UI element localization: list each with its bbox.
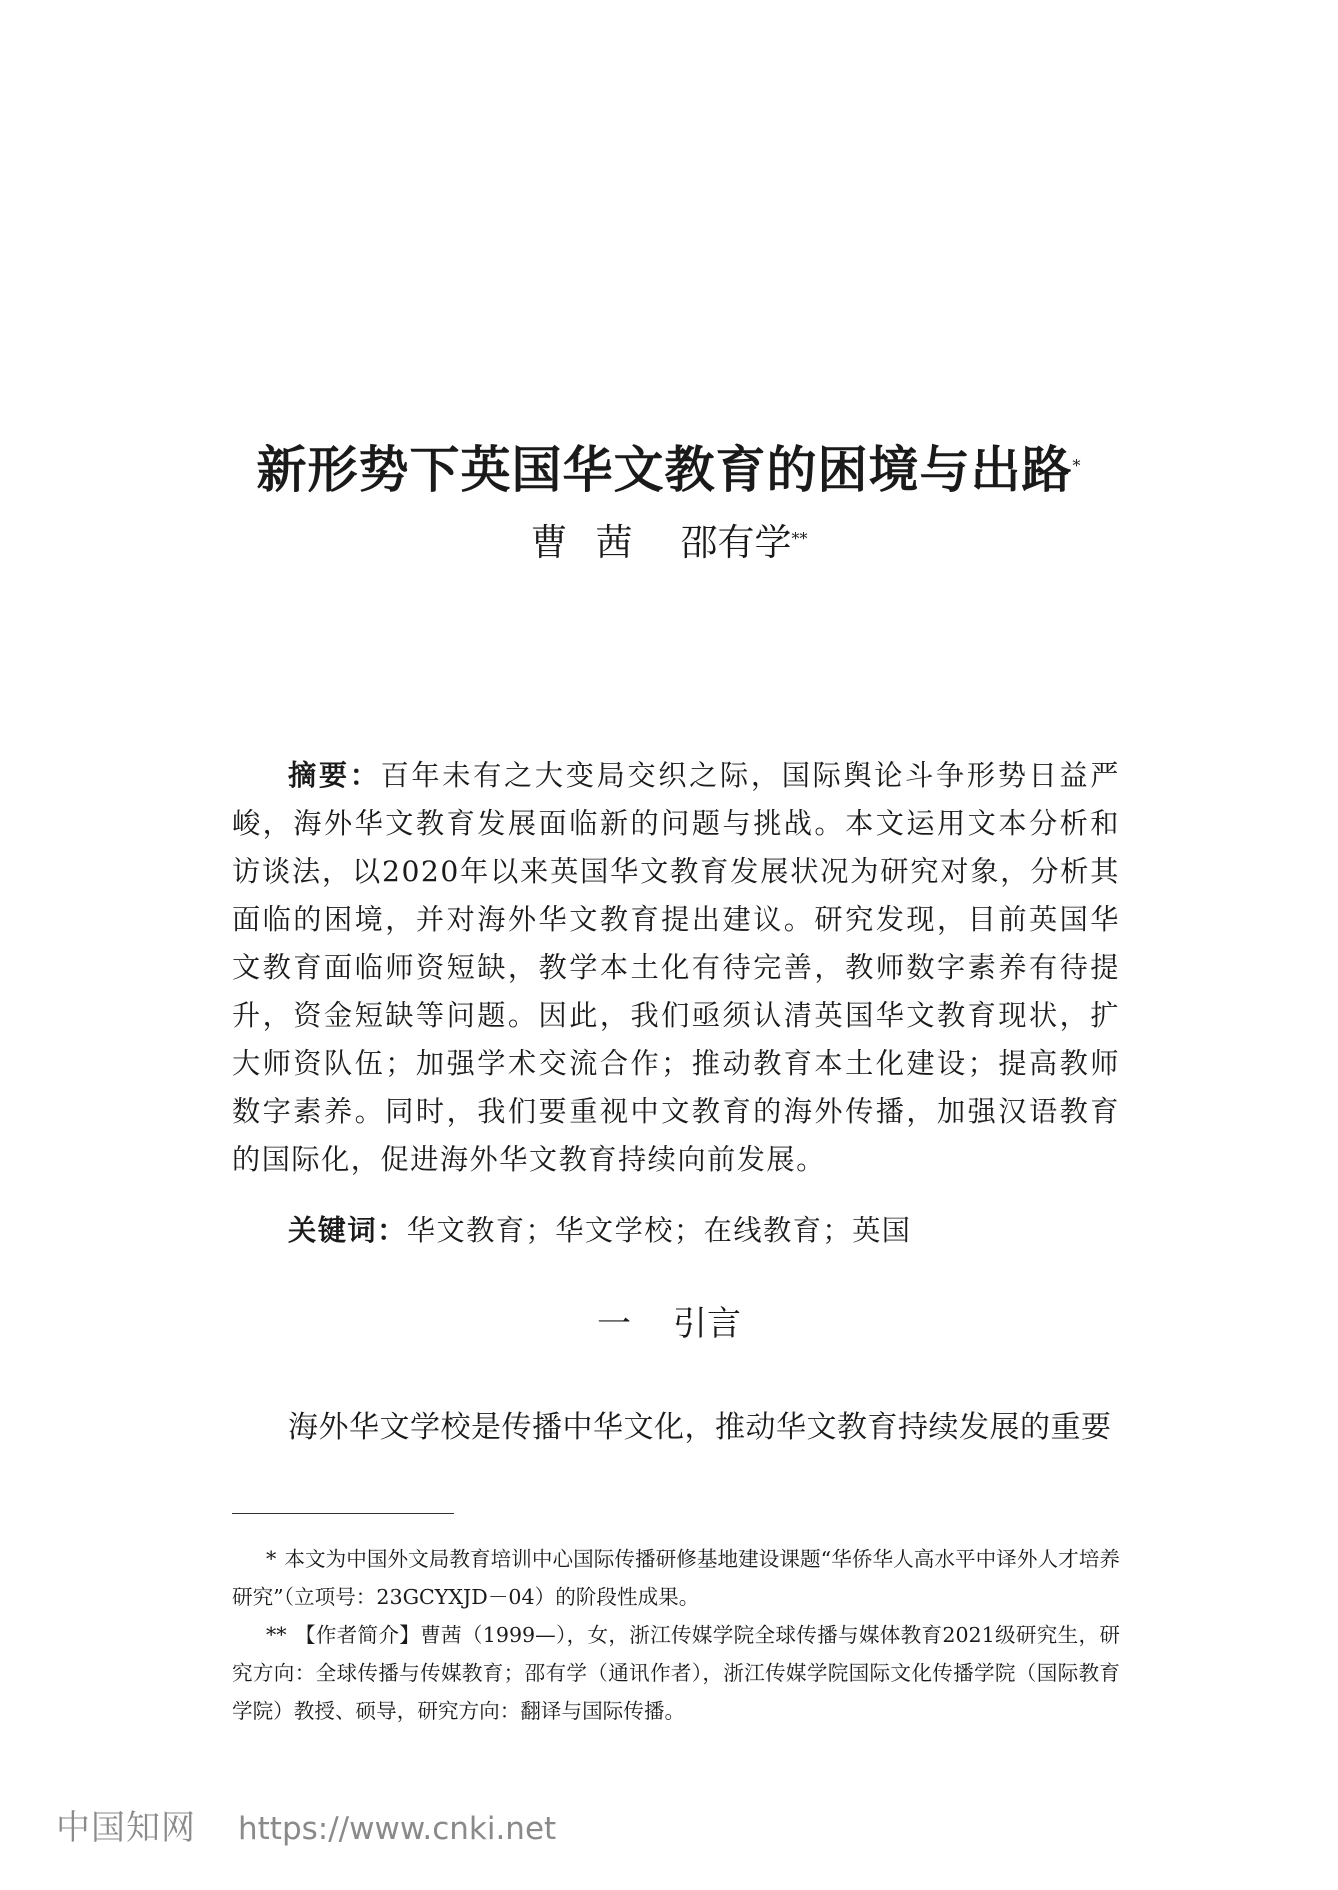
- keywords-label: 关键词：: [288, 1214, 407, 1247]
- footnote-1-text: 本文为中国外文局教育培训中心国际传播研修基地建设课题“华侨华人高水平中译外人才培养研究”（立项号：23GCYXJD－04）的阶段性成果。: [232, 1547, 1120, 1609]
- title-text: 新形势下英国华文教育的困境与出路: [256, 440, 1073, 499]
- keywords-text: 华文教育；华文学校；在线教育；英国: [406, 1214, 912, 1247]
- section-number: 一: [597, 1304, 631, 1344]
- section-title: 引言: [673, 1304, 741, 1344]
- author-footnote-mark: **: [791, 529, 808, 548]
- cnki-watermark: [56, 1800, 556, 1849]
- paper-title: [0, 436, 1338, 504]
- footnotes: [232, 1540, 1120, 1730]
- abstract-text: 百年未有之大变局交织之际，国际舆论斗争形势日益严峻，海外华文教育发展面临新的问题与挑战。本文运用文本分析和访谈法，以2020年以来英国华文教育发展状况为研究对象，分析其面临的困境，并对海外华文教育提出建议。研究发现，目前英国华文教育面临师资短缺，教学本土化有待完善，教师数字素养有待提升，资金短缺等问题。因此，我们亟须认清英国华文教育现状，扩大师资队伍；加强学术交流合作；推动教育本土化建设；提高教师数字素养。同时，我们要重视中文教育的海外传播，加强汉语教育的国际化，促进海外华文教育持续向前发展。: [232, 759, 1120, 1176]
- footnote-2-text: 【作者简介】曹茜（1999—），女，浙江传媒学院全球传播与媒体教育2021级研究生，研究方向：全球传播与传媒教育；邵有学（通讯作者），浙江传媒学院国际文化传播学院（国际教育学院）教授、硕导，研究方向：翻译与国际传播。: [232, 1623, 1120, 1723]
- author-line: [0, 516, 1338, 570]
- footnote-divider: [232, 1513, 454, 1514]
- abstract-label: 摘要：: [288, 759, 381, 792]
- footnote-2: [232, 1616, 1120, 1730]
- footnote-1-mark: *: [266, 1547, 277, 1571]
- keywords: [288, 1207, 911, 1255]
- body-paragraph: 海外华文学校是传播中华文化，推动华文教育持续发展的重要: [288, 1410, 1112, 1445]
- section-heading: [0, 1299, 1338, 1349]
- title-footnote-mark: *: [1072, 456, 1082, 475]
- author-name-1: 曹茜: [530, 521, 661, 564]
- watermark-brand: 中国知网: [56, 1808, 196, 1848]
- watermark-url: https://www.cnki.net: [238, 1811, 557, 1847]
- author-name-2: 邵有学: [680, 521, 792, 564]
- footnote-1: [232, 1540, 1120, 1616]
- abstract: [232, 752, 1120, 1184]
- footnote-2-mark: **: [266, 1623, 287, 1647]
